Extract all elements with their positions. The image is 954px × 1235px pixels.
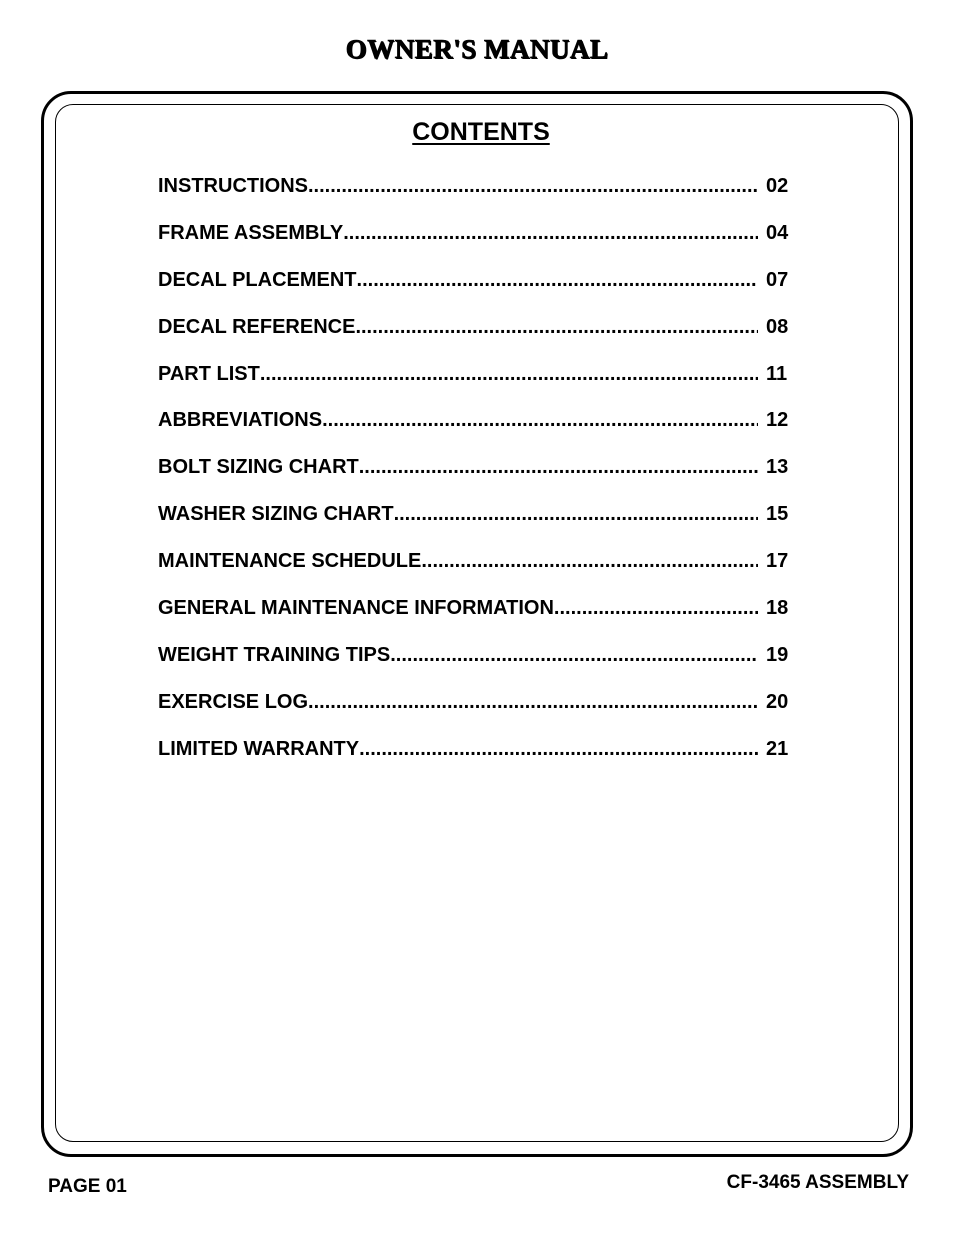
toc-dot-leader: [359, 454, 758, 480]
toc-item-label: LIMITED WARRANTY: [158, 737, 360, 760]
toc-item-part-list[interactable]: [158, 361, 798, 408]
toc-item-page: 13: [766, 456, 789, 479]
toc-dot-leader: [355, 314, 758, 340]
toc-item-page: 12: [766, 409, 789, 432]
footer-model-label: CF-3465 ASSEMBLY: [726, 1172, 909, 1193]
toc-item-weight-training-tips[interactable]: [158, 642, 798, 689]
toc-item-label: BOLT SIZING CHART: [158, 456, 359, 479]
table-of-contents: [158, 173, 798, 783]
toc-item-washer-sizing-chart[interactable]: [158, 501, 798, 548]
toc-item-label: FRAME ASSEMBLY: [158, 221, 344, 244]
toc-item-decal-reference[interactable]: [158, 314, 798, 361]
toc-item-page: 11: [766, 362, 788, 385]
toc-dot-leader: [390, 642, 758, 668]
toc-dot-leader: [260, 361, 758, 387]
toc-item-page: 07: [766, 268, 789, 291]
toc-item-label: EXERCISE LOG: [158, 690, 309, 713]
toc-item-page: 19: [766, 643, 789, 666]
toc-item-page: 18: [766, 597, 789, 620]
toc-item-label: WEIGHT TRAINING TIPS: [158, 643, 391, 666]
footer-page-number: PAGE 01: [48, 1176, 127, 1197]
toc-dot-leader: [308, 173, 758, 199]
toc-dot-leader: [421, 548, 758, 574]
toc-dot-leader: [554, 595, 758, 621]
toc-item-page: 08: [766, 315, 789, 338]
toc-item-label: GENERAL MAINTENANCE INFORMATION: [158, 597, 554, 620]
toc-item-maintenance-schedule[interactable]: [158, 548, 798, 595]
toc-item-abbreviations[interactable]: [158, 407, 798, 454]
toc-item-page: 17: [766, 550, 789, 573]
page-title: OWNER'S MANUAL: [345, 34, 609, 64]
toc-item-label: DECAL PLACEMENT: [158, 268, 357, 291]
toc-item-label: MAINTENANCE SCHEDULE: [158, 550, 422, 573]
toc-item-exercise-log[interactable]: [158, 689, 798, 736]
toc-item-page: 15: [766, 503, 789, 526]
toc-dot-leader: [394, 501, 758, 527]
toc-dot-leader: [359, 736, 758, 762]
toc-item-frame-assembly[interactable]: [158, 220, 798, 267]
toc-item-label: INSTRUCTIONS: [158, 175, 308, 197]
contents-heading: CONTENTS: [412, 118, 550, 146]
toc-item-decal-placement[interactable]: [158, 267, 798, 314]
toc-item-instructions[interactable]: [158, 173, 798, 220]
toc-item-bolt-sizing-chart[interactable]: [158, 454, 798, 501]
toc-item-page: 21: [766, 737, 789, 760]
toc-item-label: DECAL REFERENCE: [158, 315, 356, 338]
toc-item-label: ABBREVIATIONS: [158, 409, 323, 432]
toc-dot-leader: [322, 407, 758, 433]
toc-dot-leader: [357, 267, 758, 293]
toc-item-label: WASHER SIZING CHART: [158, 503, 394, 526]
toc-dot-leader: [343, 220, 758, 246]
toc-item-page: 04: [766, 221, 789, 244]
toc-dot-leader: [308, 689, 758, 715]
toc-item-general-maintenance-information[interactable]: [158, 595, 798, 642]
toc-item-label: PART LIST: [158, 362, 260, 385]
toc-item-limited-warranty[interactable]: [158, 736, 798, 783]
toc-item-page: 02: [766, 175, 789, 197]
toc-item-page: 20: [766, 690, 789, 713]
